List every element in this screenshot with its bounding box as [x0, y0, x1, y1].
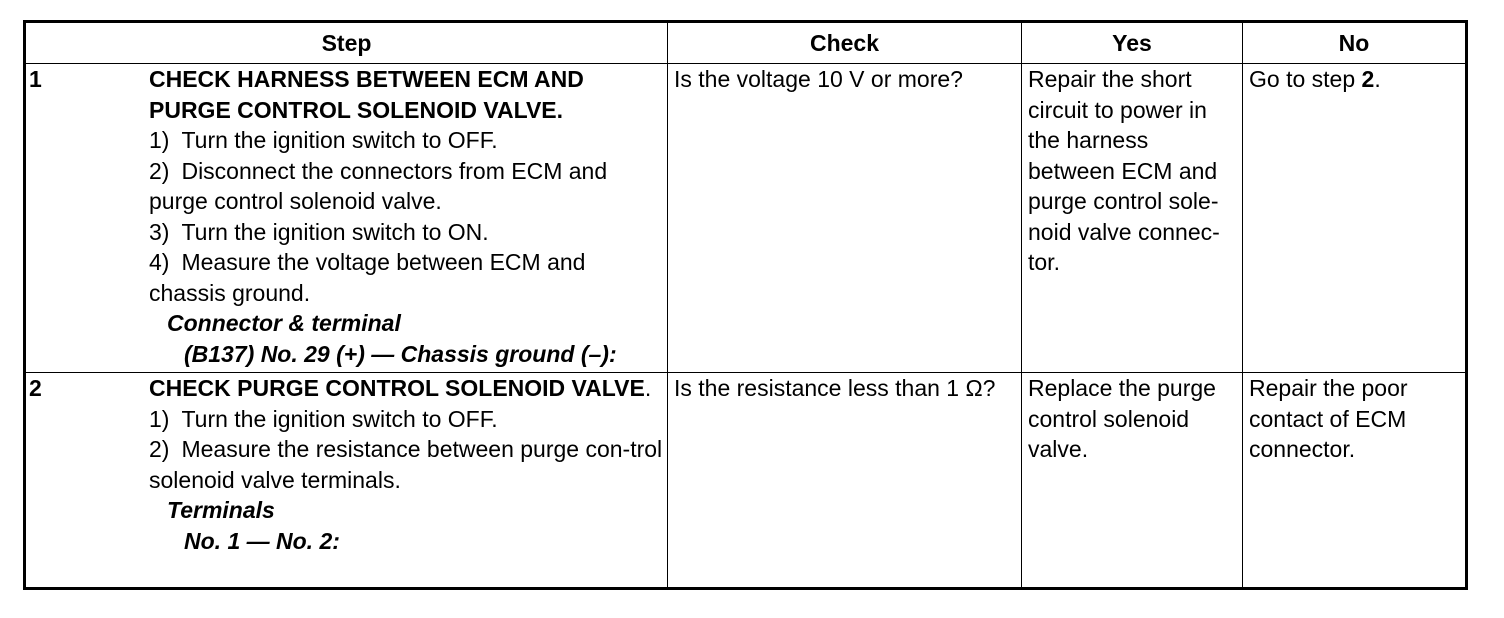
- diagnostic-table: [23, 20, 1468, 590]
- substep: 2) Disconnect the connectors from ECM and purge control solenoid valve.: [149, 157, 608, 214]
- step-cell: [25, 64, 668, 373]
- substep: 4) Measure the voltage between ECM and chassis ground.: [149, 249, 586, 306]
- step-link-text: 2: [1361, 66, 1375, 92]
- step-number: 1: [29, 66, 42, 92]
- step-body: [149, 64, 667, 369]
- no-cell: Go to step 2.: [1243, 64, 1467, 373]
- yes-cell: Repair the short circuit to power in the harness between ECM and purge control sole-noid valve connec-tor.: [1022, 64, 1243, 373]
- header-step: Step: [25, 22, 668, 64]
- table-row: [25, 373, 1467, 589]
- step-title: CHECK PURGE CONTROL SOLENOID VALVE.: [149, 375, 652, 401]
- substep: 1) Turn the ignition switch to OFF.: [149, 405, 498, 432]
- yes-cell: Replace the purge control solenoid valve.: [1022, 373, 1243, 589]
- substep: 1) Turn the ignition switch to OFF.: [149, 127, 498, 153]
- header-check: Check: [668, 22, 1022, 64]
- diagnostic-table-page: [23, 20, 1465, 590]
- no-cell: Repair the poor contact of ECM connector.: [1243, 373, 1467, 589]
- header-yes: Yes: [1022, 22, 1243, 64]
- spec-value: No. 1 — No. 2:: [184, 527, 340, 554]
- step-number: 2: [29, 375, 42, 401]
- substep: 2) Measure the resistance between purge con-trol solenoid valve terminals.: [149, 436, 663, 493]
- step-title: CHECK HARNESS BETWEEN ECM AND PURGE CONTROL SOLENOID VALVE.: [149, 66, 584, 123]
- header-row: [25, 22, 1467, 64]
- step-body: [149, 373, 667, 556]
- substep: 3) Turn the ignition switch to ON.: [149, 218, 489, 245]
- step-cell: [25, 373, 668, 589]
- check-cell: Is the resistance less than 1 Ω?: [668, 373, 1022, 589]
- spec-heading: Terminals: [167, 497, 275, 523]
- spec-heading: Connector & terminal: [167, 310, 401, 336]
- spec-value: (B137) No. 29 (+) — Chassis ground (–):: [184, 340, 617, 367]
- header-no: No: [1243, 22, 1467, 64]
- table-row: [25, 64, 1467, 373]
- check-cell: Is the voltage 10 V or more?: [668, 64, 1022, 373]
